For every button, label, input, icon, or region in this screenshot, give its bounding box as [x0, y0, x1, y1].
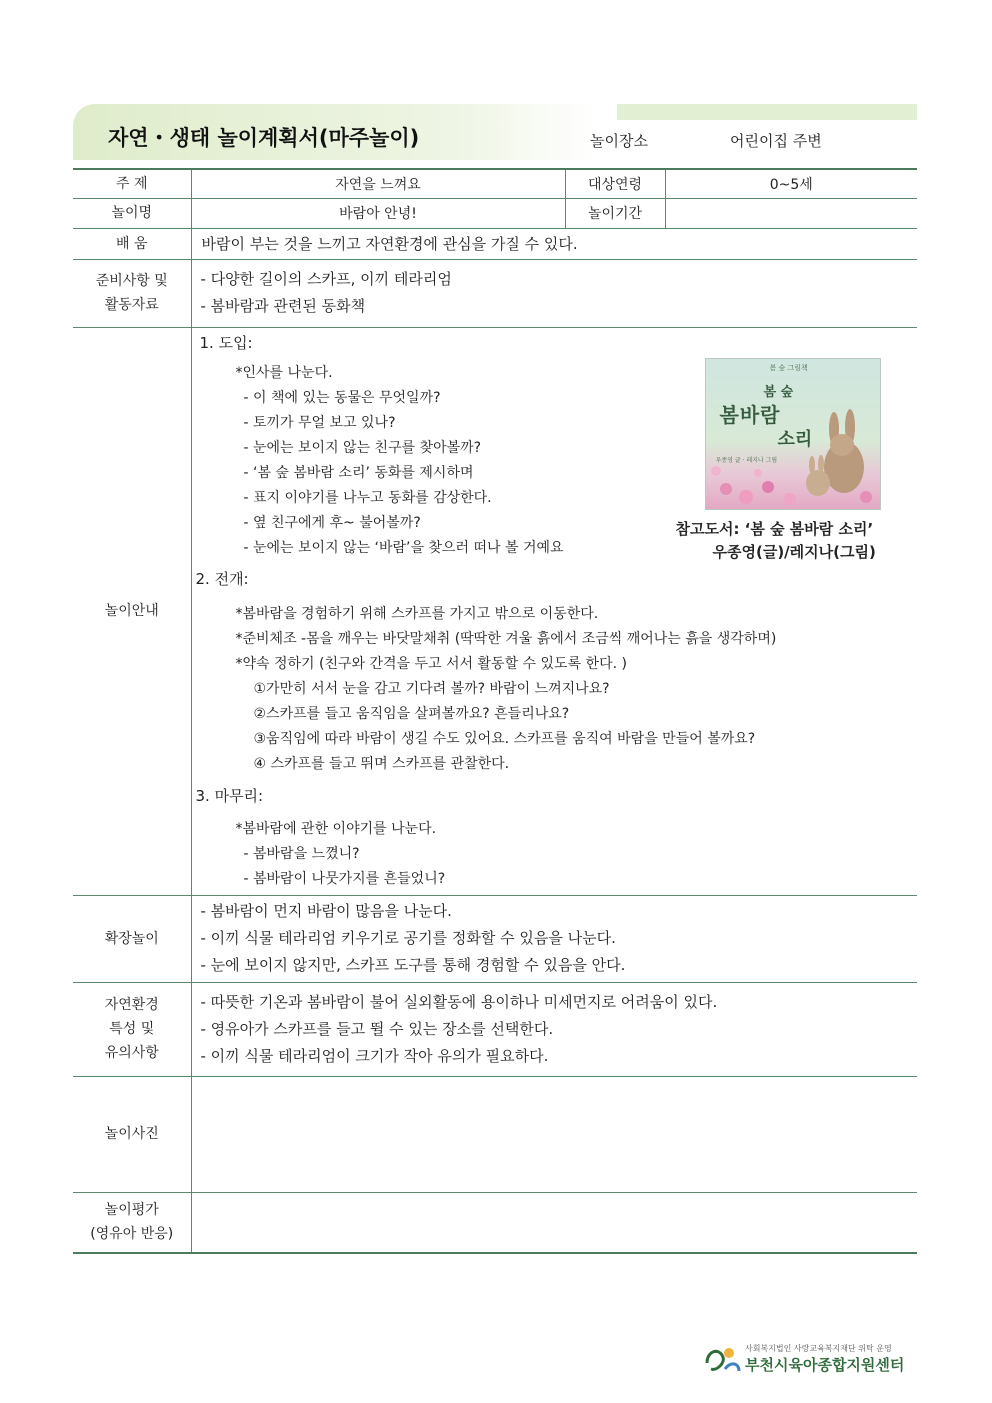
intro-heading: 1. 도입:: [199, 334, 253, 352]
guide-label: 놀이안내: [73, 327, 191, 895]
prep-label: [73, 259, 191, 327]
list-item: - 다양한 길이의 스카프, 이끼 테라리엄: [200, 270, 452, 288]
guide-content: [191, 327, 917, 895]
period-value: [665, 198, 917, 228]
prep-label-line: 활동자료: [104, 297, 159, 313]
dev-line: *봄바람을 경험하기 위해 스카프를 가지고 밖으로 이동한다.: [235, 606, 599, 622]
list-item: - 이끼 식물 테라리엄 키우기로 공기를 정화할 수 있음을 나눈다.: [200, 929, 616, 947]
book-title-line: 봄바람: [719, 403, 781, 427]
prep-label-line: 준비사항 및: [95, 273, 168, 289]
rabbit-illustration-icon: [706, 359, 880, 509]
eval-label: [73, 1192, 191, 1253]
footer-org-name: 부천시육아종합지원센터: [745, 1356, 905, 1374]
play-name-value: 바람아 안녕!: [191, 198, 565, 228]
nature-items: [191, 982, 917, 1076]
intro-line: - 눈에는 보이지 않는 ‘바람’을 찾으러 떠나 볼 거예요: [243, 540, 564, 556]
book-title-line: 봄 숲: [763, 385, 794, 400]
close-line: *봄바람에 관한 이야기를 나눈다.: [235, 821, 437, 837]
age-value: 0~5세: [665, 169, 917, 198]
photo-area: [191, 1076, 917, 1192]
nature-label: [73, 982, 191, 1076]
learning-label: 배 움: [73, 228, 191, 259]
book-series-caption: 봄 숲 그림책: [769, 364, 808, 372]
list-item: - 봄바람이 먼지 바람이 많음을 나눈다.: [200, 902, 452, 920]
close-line: - 봄바람이 나뭇가지를 흔들었니?: [243, 871, 446, 887]
period-label: 놀이기간: [565, 198, 665, 228]
center-logo-icon: [703, 1341, 743, 1375]
header-tab: [617, 104, 917, 120]
extension-label: 확장놀이: [73, 895, 191, 982]
intro-line: - 토끼가 무얼 보고 있나?: [243, 415, 396, 431]
nature-label-line: 자연환경: [104, 997, 159, 1013]
reference-book-title: 참고도서: ‘봄 숲 봄바람 소리’: [675, 520, 874, 538]
intro-line: - 이 책에 있는 동물은 무엇일까?: [243, 390, 441, 406]
nature-label-line: 특성 및: [109, 1021, 155, 1037]
play-name-label: 놀이명: [73, 198, 191, 228]
close-heading: 3. 마무리:: [195, 787, 264, 805]
intro-line: - 눈에는 보이지 않는 친구를 찾아볼까?: [243, 440, 482, 456]
intro-line: - 옆 친구에게 후~ 불어볼까?: [243, 515, 421, 531]
page-title: 자연・생태 놀이계획서(마주놀이): [108, 126, 420, 150]
list-item: - 봄바람과 관련된 동화책: [200, 297, 366, 315]
list-item: - 영유아가 스카프를 들고 뛸 수 있는 장소를 선택한다.: [200, 1019, 554, 1038]
dev-step: ②스카프를 들고 움직임을 살펴볼까요? 흔들리나요?: [253, 706, 570, 722]
topic-label: 주 제: [73, 169, 191, 198]
extension-items: [191, 895, 917, 982]
book-cover-authors: 우종영 글 · 레지나 그림: [715, 457, 778, 464]
book-cover-image: [705, 358, 881, 510]
prep-items: [191, 259, 917, 327]
intro-line: - ‘봄 숲 봄바람 소리’ 동화를 제시하며: [243, 465, 474, 481]
topic-value: 자연을 느껴요: [191, 169, 565, 198]
intro-line: *인사를 나눈다.: [235, 365, 333, 381]
dev-line: *준비체조 -몸을 깨우는 바닷말채취 (딱딱한 겨울 흙에서 조금씩 깨어나는 흙을 생각하며): [235, 631, 777, 647]
footer-operator-text: 사회복지법인 사랑교육복지재단 위탁 운영: [745, 1344, 892, 1353]
learning-value: 바람이 부는 것을 느끼고 자연환경에 관심을 가질 수 있다.: [191, 228, 917, 259]
dev-step: ④ 스카프를 들고 뛰며 스카프를 관찰한다.: [253, 756, 510, 772]
intro-line: - 표지 이야기를 나누고 동화를 감상한다.: [243, 490, 492, 506]
dev-heading: 2. 전개:: [195, 570, 249, 588]
close-line: - 봄바람을 느꼈니?: [243, 846, 360, 862]
reference-book-authors: 우종영(글)/레지나(그림): [712, 543, 876, 561]
eval-area: [191, 1192, 917, 1253]
dev-step: ①가만히 서서 눈을 감고 기다려 볼까? 바람이 느껴지나요?: [253, 681, 610, 697]
list-item: - 이끼 식물 테라리엄이 크기가 작아 유의가 필요하다.: [200, 1046, 549, 1065]
list-item: - 눈에 보이지 않지만, 스카프 도구를 통해 경험할 수 있음을 안다.: [200, 956, 626, 974]
eval-label-line: 놀이평가: [104, 1202, 159, 1219]
book-title-line: 소리: [777, 429, 813, 450]
list-item: - 따뜻한 기온과 봄바람이 불어 실외활동에 용이하나 미세먼지로 어려움이 있다.: [200, 992, 718, 1011]
plan-table: [73, 168, 917, 1254]
place-label: 놀이장소: [590, 132, 648, 150]
eval-label-line: (영유아 반응): [90, 1226, 174, 1243]
age-label: 대상연령: [565, 169, 665, 198]
dev-step: ③움직임에 따라 바람이 생길 수도 있어요. 스카프를 움직여 바람을 만들어 볼까요?: [253, 731, 756, 747]
nature-label-line: 유의사항: [104, 1045, 159, 1061]
photo-label: 놀이사진: [73, 1076, 191, 1192]
place-value: 어린이집 주변: [730, 132, 822, 150]
dev-line: *약속 정하기 (친구와 간격을 두고 서서 활동할 수 있도록 한다. ): [235, 656, 627, 672]
